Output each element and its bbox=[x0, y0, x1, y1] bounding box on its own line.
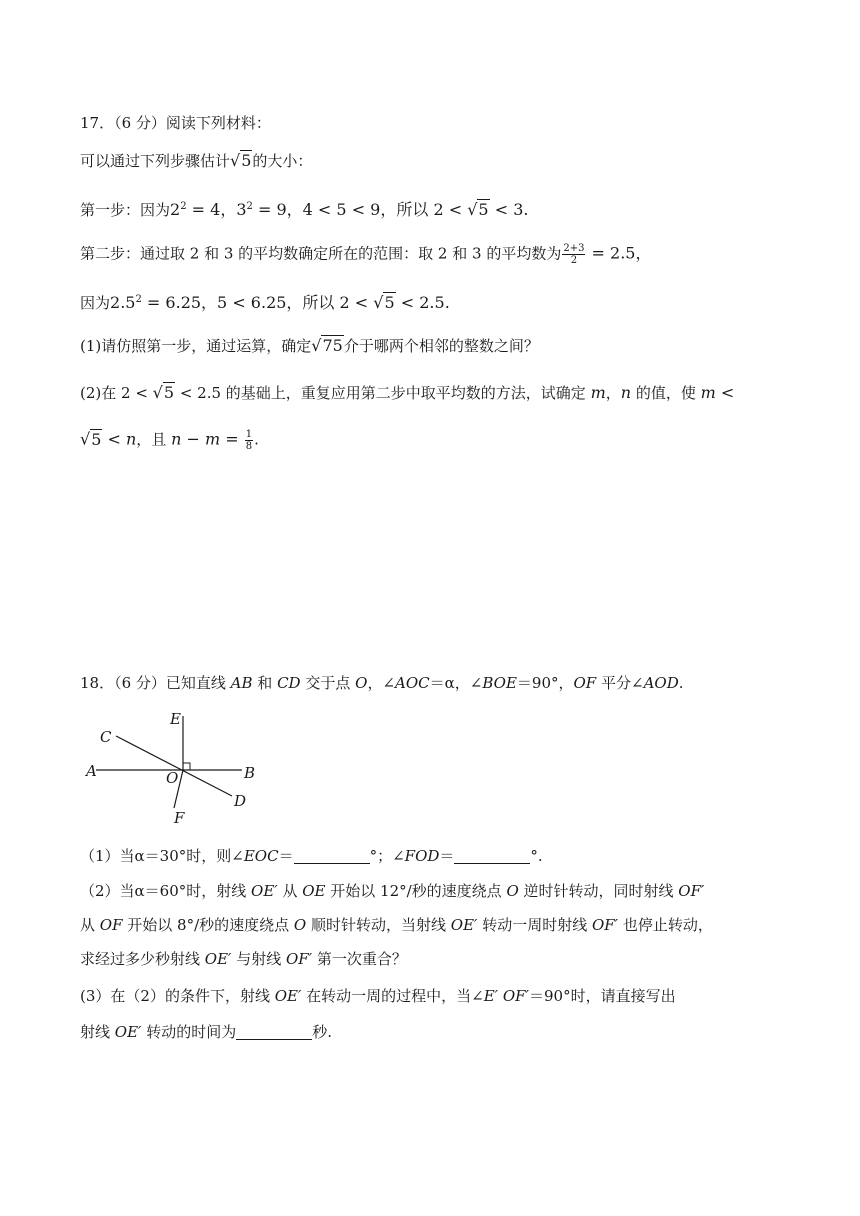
q18-part3-line2: 射线 OE′ 转动的时间为 秒. bbox=[80, 1023, 332, 1041]
q17-part2-line1: (2)在 2 < √5 < 2.5 的基础上，重复应用第二步中取平均数的方法，试确定 m，n 的值，使 m < bbox=[80, 383, 735, 402]
q18-header: 18．（6 分）已知直线 AB 和 CD 交于点 O，∠AOC＝α，∠BOE＝90°，OF 平分∠AOD. bbox=[80, 674, 684, 692]
q17-part1: (1)请仿照第一步，通过运算，确定√75介于哪两个相邻的整数之间？ bbox=[80, 336, 539, 355]
line-cd bbox=[116, 736, 232, 796]
q17-header: 17．（6 分）阅读下列材料： bbox=[80, 114, 271, 132]
q18-part2-line3: 求经过多少秒射线 OE′ 与射线 OF′ 第一次重合？ bbox=[80, 950, 407, 968]
label-c: C bbox=[100, 728, 112, 746]
label-b: B bbox=[244, 764, 256, 782]
q18-part2-line1: （2）当α＝60°时，射线 OE′ 从 OE 开始以 12°/秒的速度绕点 O 逆时针转动，同时射线 OF′ bbox=[80, 882, 705, 900]
q18-part3-line1: (3）在（2）的条件下，射线 OE′ 在转动一周的过程中，当∠E′ OF′＝90°时，请直接写出 bbox=[80, 987, 676, 1005]
label-d: D bbox=[234, 792, 247, 810]
q17-step2: 第二步：通过取 2 和 3 的平均数确定所在的范围：取 2 和 3 的平均数为 $\frac{2+3}{2}$ = 2.5， bbox=[80, 243, 652, 266]
q17-part2-line2: √5 < n，且 n − m = $\frac{1}{8}$ . bbox=[80, 429, 259, 452]
label-a: A bbox=[86, 762, 97, 780]
q18-part2-line2: 从 OF 开始以 8°/秒的速度绕点 O 顺时针转动，当射线 OE′ 转动一周时射线 OF′ 也停止转动， bbox=[80, 916, 713, 934]
answer-blank[interactable] bbox=[294, 849, 370, 864]
fraction-2plus3-over-2: $\frac{2+3}{2}$ bbox=[563, 243, 585, 266]
right-angle-mark bbox=[183, 763, 190, 770]
q17-step2-continued: 因为$2.5^2 = 6.25$，5 < 6.25，所以 2 < √5 < 2.5. bbox=[80, 293, 450, 312]
answer-blank[interactable] bbox=[454, 849, 530, 864]
q18-part1: （1）当α＝30°时，则∠EOC＝ °；∠FOD＝ °. bbox=[80, 847, 543, 865]
sqrt-75-symbol: √75 bbox=[311, 336, 343, 355]
sqrt-5-symbol: √5 bbox=[230, 151, 252, 170]
answer-blank[interactable] bbox=[236, 1025, 312, 1040]
fraction-1-over-8: $\frac{1}{8}$ bbox=[245, 429, 253, 452]
label-f: F bbox=[174, 809, 185, 826]
q17-intro: 可以通过下列步骤估计√5的大小： bbox=[80, 151, 313, 170]
q17-step1: 第一步：因为$2^2 = 4$，$3^2 = 9$，4 < 5 < 9，所以 2 < √5 < 3. bbox=[80, 200, 529, 219]
label-e: E bbox=[170, 710, 181, 728]
geometry-figure bbox=[82, 708, 272, 826]
label-o: O bbox=[166, 769, 179, 787]
